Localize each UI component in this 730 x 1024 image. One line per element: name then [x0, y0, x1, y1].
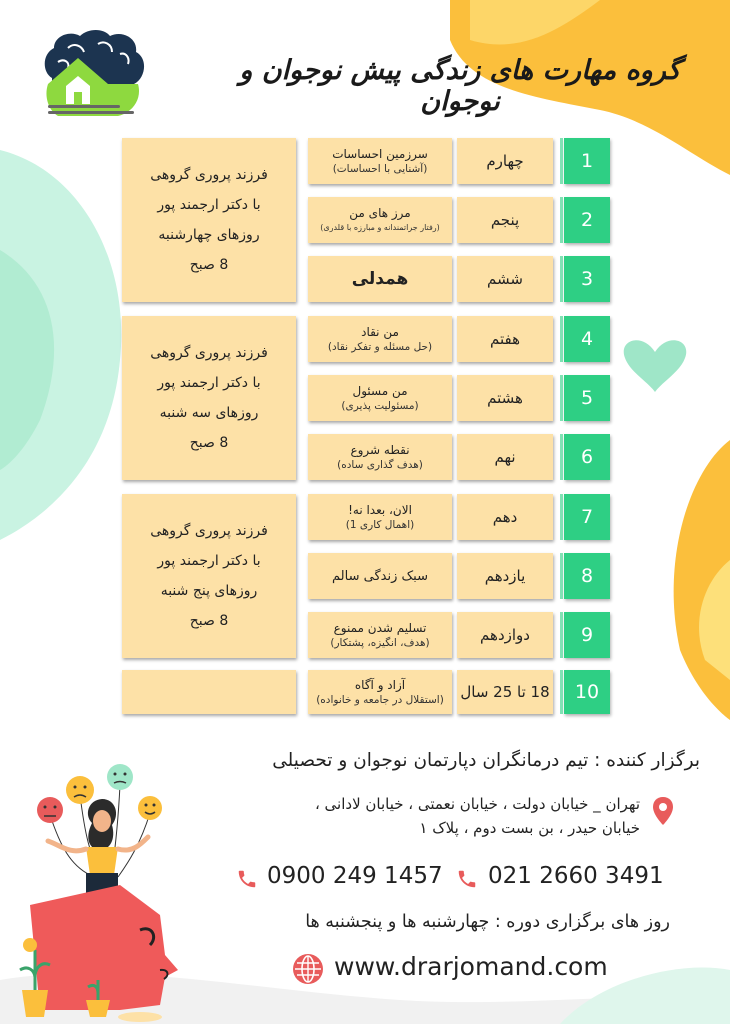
topic-title: نقطه شروع	[350, 442, 410, 457]
session-label: یازدهم	[457, 553, 553, 599]
group-doctor: با دکتر ارجمند پور	[157, 197, 261, 213]
topic-cell	[308, 256, 452, 302]
session-label: 18 تا 25 سال	[457, 670, 553, 714]
group-title: فرزند پروری گروهی	[150, 345, 268, 361]
session-label: نهم	[457, 434, 553, 480]
group-title: فرزند پروری گروهی	[150, 523, 268, 539]
row-number: 3	[564, 256, 610, 302]
topic-subtitle: (حل مسئله و تفکر نقاد)	[327, 340, 433, 353]
topic-cell	[308, 494, 452, 540]
row-number: 1	[564, 138, 610, 184]
group-box-1	[122, 138, 296, 302]
group-time: 8 صبح	[189, 435, 229, 451]
location-pin-icon	[652, 796, 674, 826]
page-title: گروه مهارت های زندگی پیش نوجوان و نوجوان	[239, 55, 681, 117]
topic-subtitle: (آشنایی با احساسات)	[332, 162, 428, 175]
topic-cell	[308, 670, 452, 714]
session-label: پنجم	[457, 197, 553, 243]
phone-icon	[456, 868, 478, 890]
row-number: 5	[564, 375, 610, 421]
topic-cell	[308, 138, 452, 184]
organizer-text: برگزار کننده : تیم درمانگران دپارتمان نوجوان و تحصیلی	[272, 750, 700, 771]
address	[170, 792, 640, 840]
group-title: فرزند پروری گروهی	[150, 167, 268, 183]
session-label: دوازدهم	[457, 612, 553, 658]
topic-title: من مسئول	[352, 383, 408, 398]
course-days: روز های برگزاری دوره : چهارشنبه ها و پنجشنبه ها	[305, 912, 670, 932]
topic-subtitle: (رفتار جراتمندانه و مبارزه با قلدری)	[320, 222, 440, 232]
group-time: 8 صبح	[189, 613, 229, 629]
row-number: 8	[564, 553, 610, 599]
row-number: 7	[564, 494, 610, 540]
address-line-1: تهران _ خیابان دولت ، خیابان نعمتی ، خیابان لادانی ،	[314, 795, 640, 813]
row-number: 6	[564, 434, 610, 480]
session-label: ششم	[457, 256, 553, 302]
group-day: روزهای سه شنبه	[159, 405, 259, 421]
row-number: 4	[564, 316, 610, 362]
group-time: 8 صبح	[189, 257, 229, 273]
girl-with-emoji-balloons-illustration	[0, 755, 230, 1024]
topic-title: آزاد و آگاه	[354, 677, 406, 692]
topic-title: الان، بعدا نه!	[348, 502, 412, 517]
topic-cell	[308, 434, 452, 480]
group-box-empty	[122, 670, 296, 714]
row-number: 2	[564, 197, 610, 243]
session-label: هفتم	[457, 316, 553, 362]
topic-subtitle: (هدف، انگیزه، پشتکار)	[330, 636, 430, 649]
topic-cell	[308, 612, 452, 658]
group-day: روزهای پنج شنبه	[160, 583, 258, 599]
topic-subtitle: (مسئولیت پذیری)	[341, 399, 419, 412]
topic-cell	[308, 375, 452, 421]
group-box-3	[122, 494, 296, 658]
topic-title: مرز های من	[349, 205, 411, 220]
topic-title: تسلیم شدن ممنوع	[333, 620, 427, 635]
topic-title: سرزمین احساسات	[332, 146, 428, 161]
topic-cell	[308, 316, 452, 362]
group-day: روزهای چهارشنبه	[158, 227, 260, 243]
globe-icon	[292, 953, 324, 985]
website-link[interactable]: www.drarjomand.com	[334, 952, 608, 981]
group-doctor: با دکتر ارجمند پور	[157, 553, 261, 569]
row-number: 10	[564, 670, 610, 714]
topic-subtitle: (اهمال کاری 1)	[345, 518, 415, 531]
session-label: دهم	[457, 494, 553, 540]
topic-title: من نقاد	[361, 324, 399, 339]
logo-caption	[48, 102, 138, 120]
group-doctor: با دکتر ارجمند پور	[157, 375, 261, 391]
topic-cell	[308, 553, 452, 599]
session-label: هشتم	[457, 375, 553, 421]
topic-cell	[308, 197, 452, 243]
landline-phone[interactable]: 021 2660 3491	[488, 863, 664, 889]
topic-subtitle: (استقلال در جامعه و خانواده)	[316, 693, 444, 706]
address-line-2: خیابان حیدر ، بن بست دوم ، پلاک ۱	[419, 819, 640, 837]
mobile-phone[interactable]: 0900 249 1457	[267, 863, 443, 889]
session-label: چهارم	[457, 138, 553, 184]
topic-title: سبک زندگی سالم	[332, 568, 428, 584]
topic-title: همدلی	[351, 268, 409, 289]
group-box-2	[122, 316, 296, 480]
phone-icon	[236, 868, 258, 890]
topic-subtitle: (هدف گذاری ساده)	[337, 458, 423, 471]
row-number: 9	[564, 612, 610, 658]
